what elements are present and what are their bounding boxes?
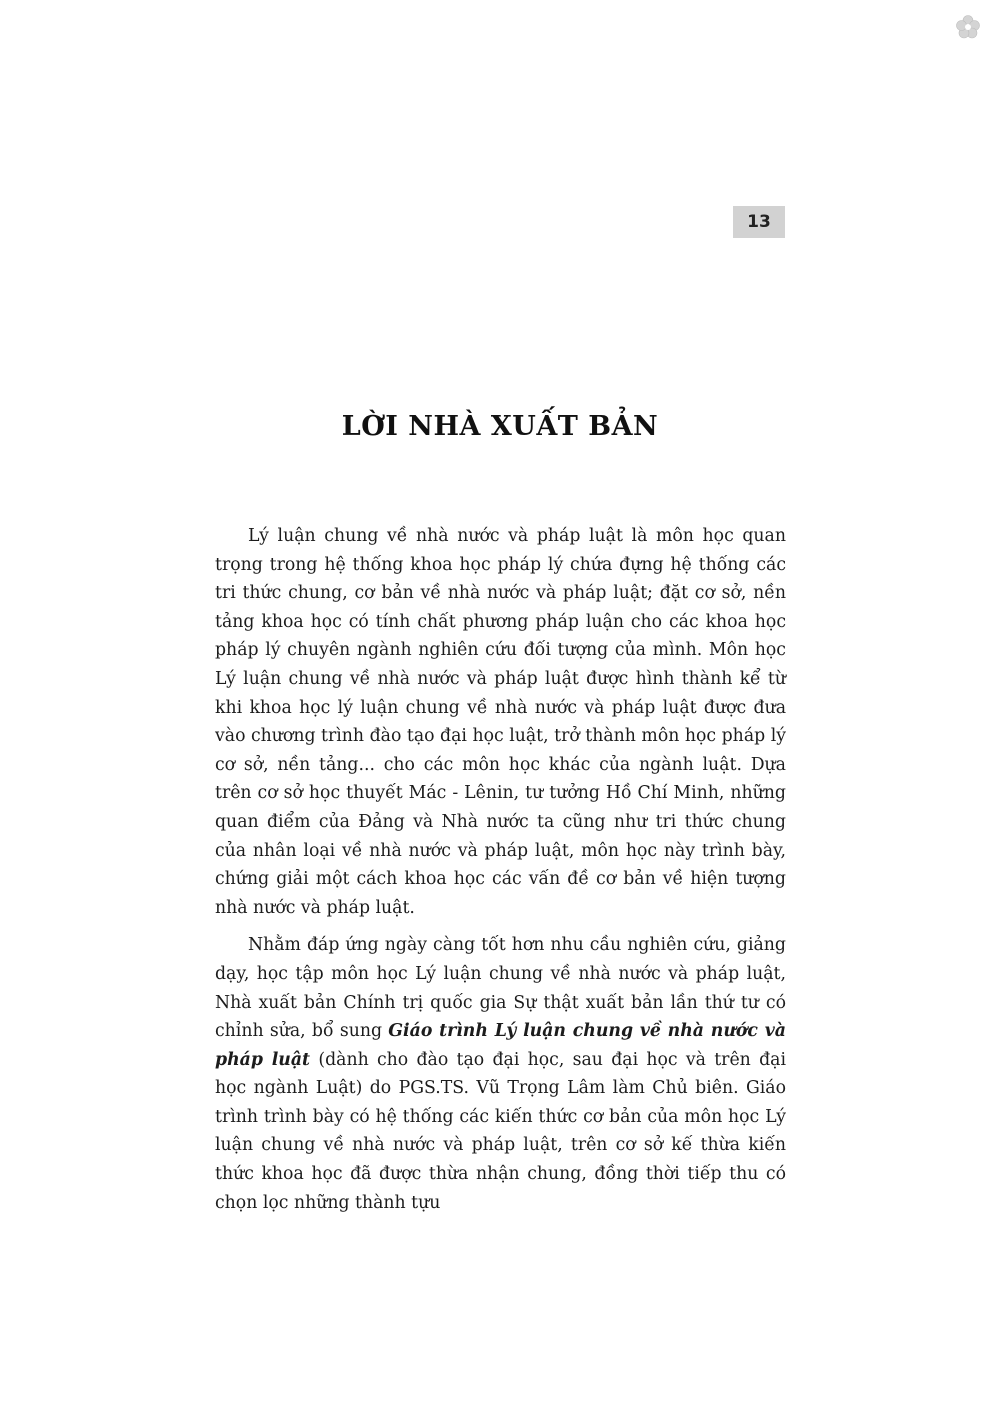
book-title-emphasis: Giáo trình Lý luận chung về nhà nước và pháp luật — [215, 1021, 786, 1070]
flower-watermark-icon — [955, 14, 981, 40]
paragraph-1: Lý luận chung về nhà nước và pháp luật là môn học quan trọng trong hệ thống khoa học pháp lý chứa đựng hệ thống các tri thức chung, cơ bản về nhà nước và pháp luật; đặt cơ sở, nền tảng khoa học có tính chất phương pháp luận cho các khoa học pháp lý chuyên ngành nghiên cứu đối tượng của mình. Môn học Lý luận chung về nhà nước và pháp luật được hình thành kể từ khi khoa học lý luận chung về nhà nước và pháp luật được đưa vào chương trình đào tạo đại học luật, trở thành môn học pháp lý cơ sở, nền tảng... cho các môn học khác của ngành luật. Dựa trên cơ sở học thuyết Mác - Lênin, tư tưởng Hồ Chí Minh, những quan điểm của Đảng và Nhà nước ta cũng như tri thức chung của nhân loại về nhà nước và pháp luật, môn học này trình bày, chứng giải một cách khoa học các vấn đề cơ bản về hiện tượng nhà nước và pháp luật. — [215, 526, 786, 918]
paragraph-2-before: Nhằm đáp ứng ngày càng tốt hơn nhu cầu nghiên cứu, giảng dạy, học tập môn học Lý luận chung về nhà nước và pháp luật, Nhà xuất bản Chính trị quốc gia Sự thật xuất bản lần thứ tư có chỉnh sửa, bổ sung — [215, 935, 786, 1042]
body-text — [215, 522, 786, 1226]
page-number: 13 — [733, 206, 785, 238]
page-title: LỜI NHÀ XUẤT BẢN — [341, 411, 659, 442]
paragraph-2 — [215, 931, 786, 1217]
paragraph-2-after: (dành cho đào tạo đại học, sau đại học và trên đại học ngành Luật) do PGS.TS. Vũ Trọng Lâm làm Chủ biên. Giáo trình trình bày có hệ thống các kiến thức cơ bản của môn học Lý luận chung về nhà nước và pháp luật, trên cơ sở kế thừa kiến thức khoa học đã được thừa nhận chung, đồng thời tiếp thu có chọn lọc những thành tựu — [215, 1049, 786, 1213]
